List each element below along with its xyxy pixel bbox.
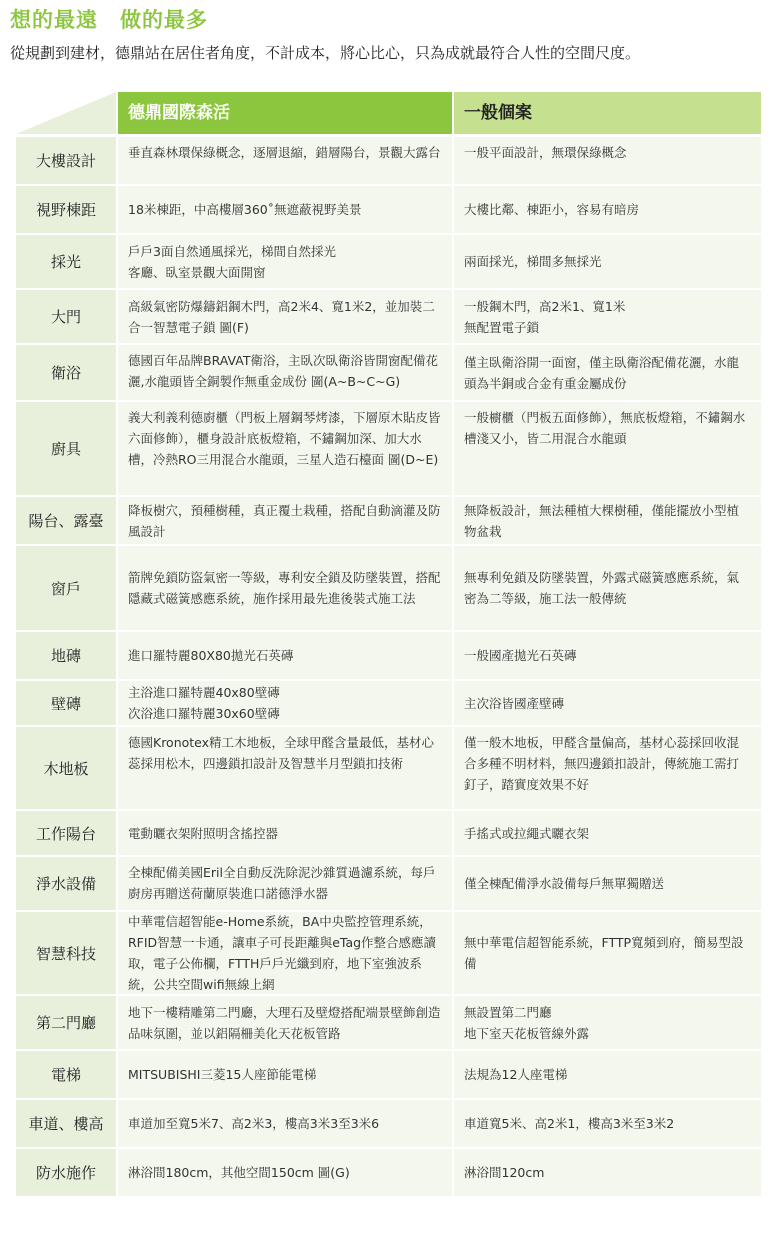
table-row xyxy=(16,857,761,910)
row-label xyxy=(16,235,116,288)
row-label-text: 防水施作 xyxy=(35,1164,96,1182)
corner-triangle xyxy=(16,92,116,134)
row-label xyxy=(16,497,116,544)
row-deding-value xyxy=(118,497,452,544)
row-label xyxy=(16,546,116,630)
row-general-value xyxy=(454,235,761,288)
row-general-value-text: 無設置第二門廳 地下室天花板管線外露 xyxy=(464,1004,590,1041)
table-row xyxy=(16,345,761,400)
table-row xyxy=(16,235,761,288)
row-general-value xyxy=(454,546,761,630)
row-general-value-text: 手搖式或拉繩式曬衣架 xyxy=(464,825,590,841)
row-deding-value xyxy=(118,235,452,288)
row-general-value-text: 僅全棟配備淨水設備每戶無單獨贈送 xyxy=(464,876,665,891)
page-subtitle: 從規劃到建材，德鼎站在居住者角度，不計成本，將心比心，只為成就最符合人性的空間尺度。 xyxy=(10,44,641,62)
row-general-value-text: 一般鋼木門，高2米1、寬1米 無配置電子鎖 xyxy=(464,298,626,335)
row-deding-value-text: 高級氣密防爆鑄鋁鋼木門，高2米4、寬1米2，並加裝二合一智慧電子鎖 圖(F) xyxy=(128,298,435,335)
row-label xyxy=(16,996,116,1049)
row-deding-value xyxy=(118,727,452,809)
row-deding-value xyxy=(118,681,452,725)
row-deding-value xyxy=(118,912,452,994)
table-row xyxy=(16,727,761,809)
row-label xyxy=(16,912,116,994)
row-general-value xyxy=(454,497,761,544)
table-row xyxy=(16,137,761,184)
row-label xyxy=(16,811,116,855)
row-label xyxy=(16,290,116,343)
table-row xyxy=(16,1149,761,1196)
row-label xyxy=(16,1051,116,1098)
row-general-value xyxy=(454,727,761,809)
row-deding-value xyxy=(118,546,452,630)
row-deding-value-text: 主浴進口羅特麗40x80壁磚 次浴進口羅特麗30x60壁磚 xyxy=(128,685,280,721)
row-label-text: 大門 xyxy=(50,308,81,326)
row-general-value xyxy=(454,1051,761,1098)
row-deding-value-text: 德國百年品牌BRAVAT衛浴，主臥次臥衛浴皆開窗配備花灑,水龍頭皆全銅製作無重金成份 圖(A~B~C~G) xyxy=(128,353,438,389)
table-row xyxy=(16,1100,761,1147)
row-general-value-text: 僅一般木地板，甲醛含量偏高，基材心蕊採回收混合多種不明材料，無四邊鎖扣設計，傳統施工需打釘子，踏實度效果不好 xyxy=(464,735,740,792)
row-label-text: 壁磚 xyxy=(50,694,81,713)
row-general-value-text: 兩面採光，梯間多無採光 xyxy=(464,254,602,269)
row-deding-value-text: 電動曬衣架附照明含搖控器 xyxy=(128,825,279,841)
row-deding-value xyxy=(118,345,452,400)
row-deding-value xyxy=(118,290,452,343)
table-row xyxy=(16,996,761,1049)
row-general-value xyxy=(454,290,761,343)
row-general-value-text: 一般平面設計，無環保綠概念 xyxy=(464,145,627,160)
row-label-text: 陽台、露臺 xyxy=(28,512,104,530)
row-general-value-text: 僅主臥衛浴開一面窗，僅主臥衛浴配備花灑，水龍頭為半銅或合金有重金屬成份 xyxy=(464,354,740,391)
row-deding-value-text: 全棟配備美國Eril全自動反洗除泥沙雜質過濾系統，每戶廚房再贈送荷蘭原裝進口諾德淨水器 xyxy=(128,865,436,901)
row-general-value xyxy=(454,1100,761,1147)
row-general-value xyxy=(454,857,761,910)
row-deding-value xyxy=(118,137,452,184)
row-deding-value xyxy=(118,632,452,679)
row-deding-value xyxy=(118,857,452,910)
table-header xyxy=(16,92,761,134)
row-label xyxy=(16,402,116,495)
row-deding-value xyxy=(118,1100,452,1147)
row-label xyxy=(16,137,116,184)
table-row xyxy=(16,681,761,725)
header-col-deding: 德鼎國際森活 xyxy=(118,92,452,134)
table-row xyxy=(16,290,761,343)
row-general-value-text: 主次浴皆國產壁磚 xyxy=(464,695,565,711)
row-general-value xyxy=(454,996,761,1049)
row-label-text: 地磚 xyxy=(50,647,81,665)
row-label xyxy=(16,681,116,725)
row-general-value-text: 淋浴間120cm xyxy=(464,1165,545,1180)
row-general-value xyxy=(454,186,761,233)
row-general-value xyxy=(454,811,761,855)
row-deding-value xyxy=(118,1051,452,1098)
row-general-value-text: 大樓比鄰、棟距小，容易有暗房 xyxy=(464,202,640,217)
row-deding-value xyxy=(118,1149,452,1196)
row-general-value-text: 車道寬5米、高2米1，樓高3米至3米2 xyxy=(464,1116,675,1131)
row-general-value-text: 一般櫥櫃（門板五面修飾），無底板燈箱，不鏽鋼水槽淺又小，皆二用混合水龍頭 xyxy=(464,410,746,446)
row-deding-value-text: 地下一樓精雕第二門廳，大理石及壁燈搭配端景壁飾創造品味氛圍，並以鋁隔柵美化天花板管路 xyxy=(128,1004,441,1041)
row-label xyxy=(16,186,116,233)
row-label xyxy=(16,1100,116,1147)
row-general-value xyxy=(454,1149,761,1196)
row-label-text: 車道、樓高 xyxy=(28,1115,104,1133)
table-row xyxy=(16,632,761,679)
row-deding-value-text: 義大利義利德廚櫃（門板上層鋼琴烤漆，下層原木貼皮皆六面修飾），櫃身設計底板燈箱，不鏽鋼加深、加大水槽，冷熱RO三用混合水龍頭，三星人造石檯面 圖(D~E) xyxy=(128,410,441,467)
row-label-text: 淨水設備 xyxy=(35,875,96,893)
row-deding-value xyxy=(118,996,452,1049)
row-deding-value-text: 中華電信超智能e-Home系統，BA中央監控管理系統，RFID智慧一卡通，讓車子可長距離與eTag作整合感應讀取，電子公佈欄，FTTH戶戶光纖到府，地下室強波系統，公共空間wifi無線上網 xyxy=(128,914,437,992)
row-general-value xyxy=(454,681,761,725)
row-label-text: 衛浴 xyxy=(50,364,81,382)
row-deding-value-text: 車道加至寬5米7、高2米3，樓高3米3至3米6 xyxy=(128,1116,380,1131)
row-general-value xyxy=(454,345,761,400)
row-general-value xyxy=(454,912,761,994)
row-deding-value-text: 進口羅特麗80X80拋光石英磚 xyxy=(128,648,294,663)
row-deding-value-text: 戶戶3面自然通風採光，梯間自然採光 客廳、臥室景觀大面開窗 xyxy=(128,243,336,280)
row-general-value-text: 無降板設計，無法種植大棵樹種，僅能擺放小型植物盆栽 xyxy=(464,502,740,539)
row-deding-value-text: 18米棟距，中高樓層360˚無遮蔽視野美景 xyxy=(128,202,362,217)
row-label xyxy=(16,632,116,679)
page-title: 想的最遠 做的最多 xyxy=(10,8,208,32)
row-label-text: 窗戶 xyxy=(50,579,81,598)
table-row xyxy=(16,402,761,495)
row-deding-value-text: 箭牌免鎖防盜氣密一等級，專利安全鎖及防墜裝置，搭配隱藏式磁簧感應系統，施作採用最先進後裝式施工法 xyxy=(128,570,441,606)
row-deding-value-text: 淋浴間180cm，其他空間150cm 圖(G) xyxy=(128,1165,350,1180)
row-deding-value-text: 降板樹穴，預種樹種，真正覆土栽種，搭配自動滴灌及防風設計 xyxy=(128,502,441,539)
row-label-text: 木地板 xyxy=(43,759,89,778)
row-general-value-text: 無中華電信超智能系統，FTTP寬頻到府，簡易型設備 xyxy=(464,935,744,971)
row-label xyxy=(16,727,116,809)
row-general-value-text: 無專利免鎖及防墜裝置，外露式磁簧感應系統，氣密為二等級，施工法一般傳統 xyxy=(464,570,740,606)
row-label xyxy=(16,857,116,910)
row-label-text: 視野棟距 xyxy=(35,201,96,219)
table-row xyxy=(16,186,761,233)
row-deding-value-text: 德國Kronotex精工木地板，全球甲醛含量最低，基材心蕊採用松木，四邊鎖扣設計及智慧半月型鎖扣技術 xyxy=(128,735,435,771)
row-label-text: 廚具 xyxy=(50,440,81,458)
row-label xyxy=(16,1149,116,1196)
row-deding-value xyxy=(118,402,452,495)
row-general-value-text: 法規為12人座電梯 xyxy=(464,1067,568,1082)
row-label-text: 第二門廳 xyxy=(35,1014,96,1032)
row-label-text: 大樓設計 xyxy=(35,152,96,170)
table-row xyxy=(16,497,761,544)
table-row xyxy=(16,811,761,855)
row-general-value-text: 一般國產拋光石英磚 xyxy=(464,648,577,663)
row-label xyxy=(16,345,116,400)
row-deding-value xyxy=(118,811,452,855)
row-deding-value xyxy=(118,186,452,233)
row-general-value xyxy=(454,402,761,495)
table-row xyxy=(16,1051,761,1098)
row-general-value xyxy=(454,632,761,679)
table-row xyxy=(16,912,761,994)
row-label-text: 工作陽台 xyxy=(35,824,96,843)
row-label-text: 採光 xyxy=(50,253,81,271)
comparison-table xyxy=(16,92,761,1182)
row-deding-value-text: 垂直森林環保綠概念，逐層退縮，錯層陽台，景觀大露台 xyxy=(128,145,441,160)
header-col-general: 一般個案 xyxy=(454,92,761,134)
row-label-text: 電梯 xyxy=(50,1066,81,1084)
table-row xyxy=(16,546,761,630)
row-label-text: 智慧科技 xyxy=(35,944,96,963)
row-deding-value-text: MITSUBISHI三菱15人座節能電梯 xyxy=(128,1067,317,1082)
row-general-value xyxy=(454,137,761,184)
